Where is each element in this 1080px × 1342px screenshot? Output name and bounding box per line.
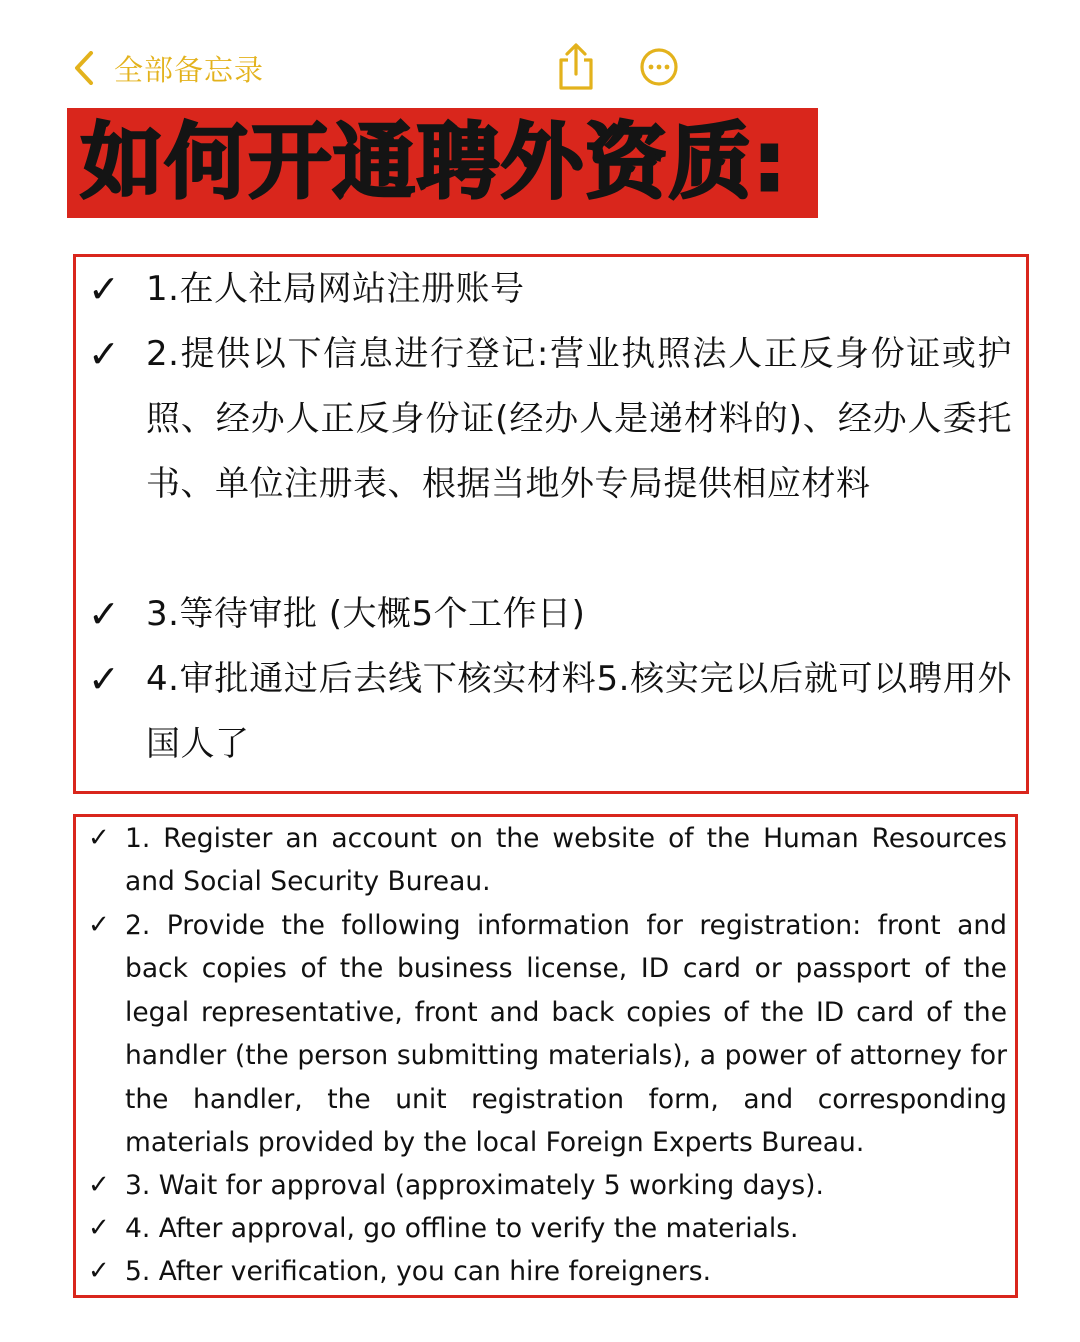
more-icon <box>634 42 684 92</box>
check-icon: ✓ <box>88 910 110 940</box>
check-icon: ✓ <box>88 657 120 701</box>
zh-step-3 <box>88 582 1012 647</box>
check-icon: ✓ <box>88 1213 110 1243</box>
zh-step-4 <box>88 647 1012 777</box>
check-icon: ✓ <box>88 823 110 853</box>
back-label: 全部备忘录 <box>114 52 265 87</box>
nav-bar <box>0 0 1080 110</box>
en-step-5 <box>88 1250 1007 1293</box>
en-step-text: 5. After verification, you can hire foreigners. <box>125 1256 712 1287</box>
title-banner <box>67 108 818 218</box>
check-icon: ✓ <box>88 592 120 636</box>
en-step-2 <box>88 904 1007 1164</box>
zh-step-1 <box>88 257 1012 322</box>
share-button[interactable] <box>553 42 603 92</box>
back-button[interactable] <box>74 40 264 96</box>
more-button[interactable] <box>634 42 684 92</box>
zh-step-text: 1.在人社局网站注册账号 <box>146 269 525 309</box>
zh-steps-box <box>73 254 1029 794</box>
chevron-left-icon <box>74 51 94 85</box>
en-steps-box <box>73 814 1018 1298</box>
en-step-3 <box>88 1164 1007 1207</box>
zh-step-2 <box>88 322 1012 517</box>
zh-step-text: 3.等待审批 (大概5个工作日) <box>146 594 586 634</box>
en-step-text: 4. After approval, go offline to verify the materials. <box>125 1213 799 1244</box>
en-step-text: 3. Wait for approval (approximately 5 working days). <box>125 1170 824 1201</box>
share-icon <box>553 42 603 92</box>
en-step-1 <box>88 817 1007 904</box>
en-step-text: 2. Provide the following information for registration: front and back copies of the business license, ID card or passport of the legal representative, front and back copies of the ID card of the handler (the person submitting materials), a power of attorney for the handler, the unit registration form, and corresponding materials provided by the local Foreign Experts Bureau. <box>125 910 1007 1159</box>
check-icon: ✓ <box>88 267 120 311</box>
zh-step-text: 4.审批通过后去线下核实材料5.核实完以后就可以聘用外国人了 <box>146 659 1012 764</box>
check-icon: ✓ <box>88 1170 110 1200</box>
check-icon: ✓ <box>88 1256 110 1286</box>
page-title: 如何开通聘外资质: <box>81 115 788 210</box>
check-icon: ✓ <box>88 332 120 376</box>
zh-step-text: 2.提供以下信息进行登记:营业执照法人正反身份证或护照、经办人正反身份证(经办人是递材料的)、经办人委托书、单位注册表、根据当地外专局提供相应材料 <box>146 334 1012 504</box>
en-step-text: 1. Register an account on the website of the Human Resources and Social Security Bureau. <box>125 823 1007 898</box>
en-step-4 <box>88 1207 1007 1250</box>
